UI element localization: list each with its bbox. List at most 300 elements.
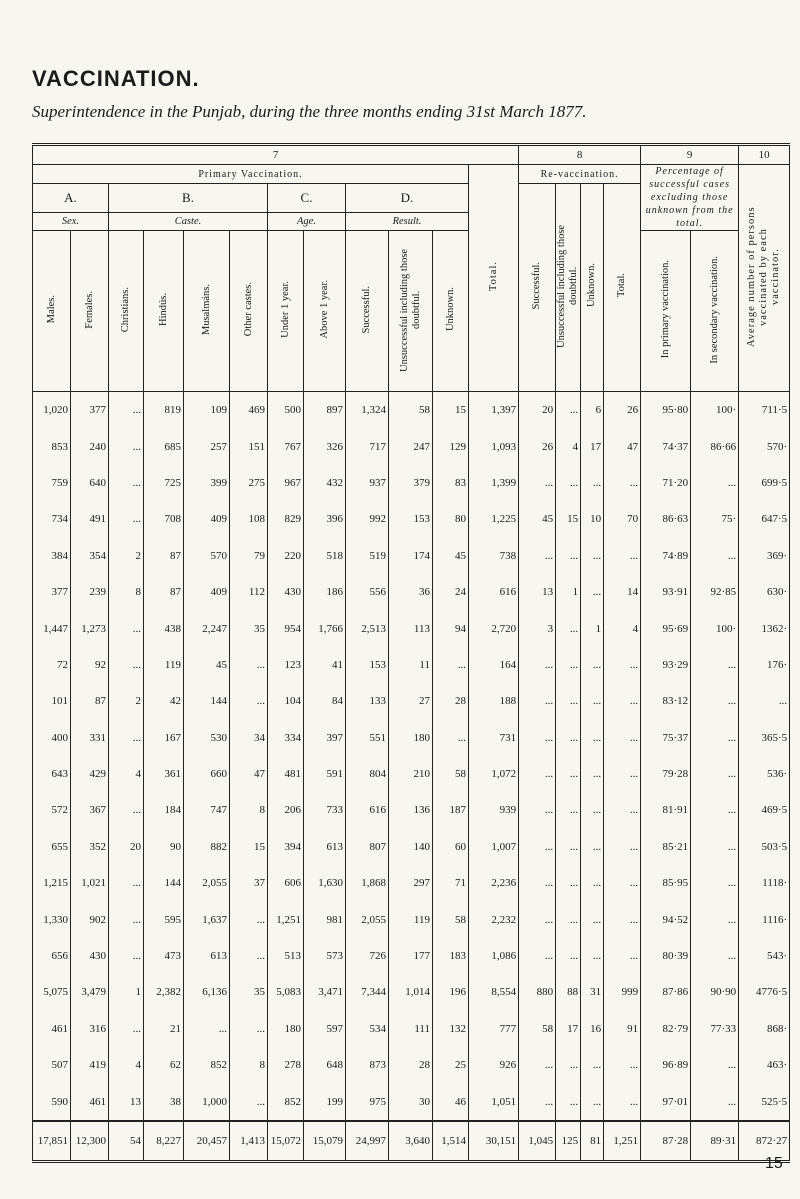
table-cell: 429 (71, 756, 109, 792)
section-c: C. (268, 184, 346, 213)
table-cell: 74·89 (641, 538, 691, 574)
table-cell: 199 (304, 1083, 346, 1120)
table-cell: 95·69 (641, 610, 691, 646)
section-b: B. (109, 184, 268, 213)
table-cell: 86·63 (641, 501, 691, 537)
table-cell: ... (604, 865, 641, 901)
table-cell: 87·28 (641, 1121, 691, 1162)
table-cell: 30,151 (469, 1121, 519, 1162)
table-cell: 17 (556, 1011, 581, 1047)
table-cell: ... (519, 538, 556, 574)
column-number-7: 7 (33, 145, 519, 165)
table-cell: 981 (304, 901, 346, 937)
table-cell: 5,075 (33, 974, 71, 1010)
table-cell: 21 (144, 1011, 184, 1047)
table-cell: 8,227 (144, 1121, 184, 1162)
table-cell: 726 (346, 938, 389, 974)
table-cell: 180 (268, 1011, 304, 1047)
table-cell: 90·90 (691, 974, 739, 1010)
table-cell: 88 (556, 974, 581, 1010)
table-cell: ... (691, 829, 739, 865)
table-cell: 481 (268, 756, 304, 792)
table-cell: 153 (389, 501, 433, 537)
table-cell: 1,007 (469, 829, 519, 865)
table-cell: ... (581, 756, 604, 792)
table-cell: 133 (346, 683, 389, 719)
table-cell: 819 (144, 392, 184, 429)
table-cell: 2,720 (469, 610, 519, 646)
header-other-castes: Other castes. (230, 231, 268, 392)
table-cell: ... (581, 1083, 604, 1120)
table-cell: 15 (433, 392, 469, 429)
table-cell: ... (109, 938, 144, 974)
table-cell: 71·20 (641, 465, 691, 501)
table-cell: 3 (519, 610, 556, 646)
table-cell: ... (519, 683, 556, 719)
table-cell: 31 (581, 974, 604, 1010)
table-cell: ... (519, 647, 556, 683)
table-cell: 530 (184, 720, 230, 756)
table-cell: 95·80 (641, 392, 691, 429)
table-cell: 534 (346, 1011, 389, 1047)
table-cell: ... (556, 1083, 581, 1120)
table-cell: 573 (304, 938, 346, 974)
group-primary-vaccination: Primary Vaccination. (33, 165, 469, 184)
table-row (33, 756, 790, 792)
table-cell: 606 (268, 865, 304, 901)
subhead-age: Age. (268, 213, 346, 231)
table-cell: ... (739, 683, 790, 719)
table-cell: 119 (389, 901, 433, 937)
table-cell: 92 (71, 647, 109, 683)
table-cell: 409 (184, 574, 230, 610)
table-cell: 397 (304, 720, 346, 756)
table-cell: 100· (691, 392, 739, 429)
table-cell: 109 (184, 392, 230, 429)
table-cell: 6,136 (184, 974, 230, 1010)
table-cell: 1,020 (33, 392, 71, 429)
table-cell: 12,300 (71, 1121, 109, 1162)
header-females: Females. (71, 231, 109, 392)
table-cell: 176· (739, 647, 790, 683)
table-cell: 54 (109, 1121, 144, 1162)
table-cell: 45 (519, 501, 556, 537)
table-cell: 196 (433, 974, 469, 1010)
table-cell: 1,215 (33, 865, 71, 901)
table-cell: ... (604, 647, 641, 683)
table-cell: 463· (739, 1047, 790, 1083)
table-cell: 8 (109, 574, 144, 610)
table-cell: ... (556, 792, 581, 828)
header-re-unsuccessful: Unsuccessful including those doubtful. (556, 184, 581, 392)
table-cell: 430 (71, 938, 109, 974)
table-cell: 25 (433, 1047, 469, 1083)
table-cell: ... (433, 720, 469, 756)
table-cell: 15,079 (304, 1121, 346, 1162)
table-cell: ... (604, 938, 641, 974)
table-cell: 240 (71, 428, 109, 464)
table-cell: 954 (268, 610, 304, 646)
table-cell: 597 (304, 1011, 346, 1047)
table-cell: 87 (71, 683, 109, 719)
table-cell: 2,236 (469, 865, 519, 901)
table-cell: 1,014 (389, 974, 433, 1010)
table-cell: 188 (469, 683, 519, 719)
table-row (33, 574, 790, 610)
table-cell: 82·79 (641, 1011, 691, 1047)
table-cell: ... (109, 501, 144, 537)
table-cell: 4 (109, 756, 144, 792)
table-cell: ... (519, 865, 556, 901)
header-re-unknown: Unknown. (581, 184, 604, 392)
table-cell: 153 (346, 647, 389, 683)
table-row (33, 428, 790, 464)
table-body (33, 392, 790, 1162)
table-cell: 140 (389, 829, 433, 865)
table-cell: 396 (304, 501, 346, 537)
vaccination-table-wrap (32, 143, 789, 1163)
table-cell: 1,324 (346, 392, 389, 429)
table-cell: ... (581, 574, 604, 610)
table-cell: 852 (184, 1047, 230, 1083)
table-cell: 3,471 (304, 974, 346, 1010)
table-row (33, 683, 790, 719)
table-cell: 91 (604, 1011, 641, 1047)
table-cell: 570· (739, 428, 790, 464)
table-cell: ... (691, 465, 739, 501)
table-cell: 15,072 (268, 1121, 304, 1162)
table-row (33, 1083, 790, 1120)
table-cell: 419 (71, 1047, 109, 1083)
table-cell: ... (556, 465, 581, 501)
table-cell: 93·29 (641, 647, 691, 683)
table-cell: 316 (71, 1011, 109, 1047)
table-cell: ... (691, 683, 739, 719)
table-cell: 79 (230, 538, 268, 574)
table-cell: 473 (144, 938, 184, 974)
table-cell: ... (433, 647, 469, 683)
header-males: Males. (33, 231, 71, 392)
table-cell: 123 (268, 647, 304, 683)
table-cell: 543· (739, 938, 790, 974)
table-cell: 939 (469, 792, 519, 828)
table-row (33, 465, 790, 501)
table-cell: 384 (33, 538, 71, 574)
table-cell: ... (581, 465, 604, 501)
section-a: A. (33, 184, 109, 213)
table-cell: 81·91 (641, 792, 691, 828)
table-cell: ... (691, 538, 739, 574)
table-cell: 3,640 (389, 1121, 433, 1162)
table-cell: 1,868 (346, 865, 389, 901)
column-number-9: 9 (641, 145, 739, 165)
table-cell: 1,330 (33, 901, 71, 937)
table-cell: 1362· (739, 610, 790, 646)
table-cell: 1,093 (469, 428, 519, 464)
table-cell: ... (604, 683, 641, 719)
table-cell: ... (581, 938, 604, 974)
table-cell: 11 (389, 647, 433, 683)
table-cell: 880 (519, 974, 556, 1010)
table-cell: 647·5 (739, 501, 790, 537)
table-cell: 1116· (739, 901, 790, 937)
table-cell: 278 (268, 1047, 304, 1083)
column-number-8: 8 (519, 145, 641, 165)
table-cell: 967 (268, 465, 304, 501)
table-cell: 717 (346, 428, 389, 464)
table-cell: 86·66 (691, 428, 739, 464)
table-cell: 591 (304, 756, 346, 792)
header-in-primary: In primary vaccination. (641, 231, 691, 392)
table-cell: 630· (739, 574, 790, 610)
subhead-sex: Sex. (33, 213, 109, 231)
table-cell: 711·5 (739, 392, 790, 429)
table-cell: ... (604, 720, 641, 756)
table-cell: 47 (604, 428, 641, 464)
table-cell: ... (556, 1047, 581, 1083)
section-d: D. (346, 184, 469, 213)
table-cell: ... (691, 756, 739, 792)
table-cell: 738 (469, 538, 519, 574)
table-cell: 1 (581, 610, 604, 646)
table-cell: ... (604, 1083, 641, 1120)
column-number-10: 10 (739, 145, 790, 165)
table-cell: ... (691, 792, 739, 828)
table-cell: 655 (33, 829, 71, 865)
table-cell: 975 (346, 1083, 389, 1120)
table-cell: 379 (389, 465, 433, 501)
table-row (33, 829, 790, 865)
table-cell: 556 (346, 574, 389, 610)
table-cell: ... (604, 792, 641, 828)
table-cell: 503·5 (739, 829, 790, 865)
table-cell: 206 (268, 792, 304, 828)
table-cell: ... (604, 829, 641, 865)
table-cell: ... (230, 938, 268, 974)
table-cell: ... (604, 756, 641, 792)
table-cell: 26 (519, 428, 556, 464)
table-cell: 1,637 (184, 901, 230, 937)
table-cell: 6 (581, 392, 604, 429)
header-musalmans: Musalmáns. (184, 231, 230, 392)
table-cell: 853 (33, 428, 71, 464)
table-cell: 20,457 (184, 1121, 230, 1162)
table-cell: 708 (144, 501, 184, 537)
table-cell: 108 (230, 501, 268, 537)
table-cell: 97·01 (641, 1083, 691, 1120)
subhead-caste: Caste. (109, 213, 268, 231)
table-cell: 136 (389, 792, 433, 828)
table-cell: ... (519, 1083, 556, 1120)
table-cell: 616 (469, 574, 519, 610)
table-cell: 613 (184, 938, 230, 974)
totals-row (33, 1121, 790, 1162)
table-cell: 47 (230, 756, 268, 792)
table-cell: 87 (144, 574, 184, 610)
table-cell: 111 (389, 1011, 433, 1047)
table-cell: 747 (184, 792, 230, 828)
table-cell: 220 (268, 538, 304, 574)
table-cell: 1118· (739, 865, 790, 901)
table-cell: 926 (469, 1047, 519, 1083)
header-above-1-year: Above 1 year. (304, 231, 346, 392)
table-cell: ... (184, 1011, 230, 1047)
table-cell: 572 (33, 792, 71, 828)
table-cell: 1,045 (519, 1121, 556, 1162)
table-row (33, 610, 790, 646)
table-cell: ... (581, 1047, 604, 1083)
table-cell: 1,051 (469, 1083, 519, 1120)
table-cell: 1,273 (71, 610, 109, 646)
table-cell: 83 (433, 465, 469, 501)
table-cell: 15 (556, 501, 581, 537)
table-cell: 92·85 (691, 574, 739, 610)
page-heading: VACCINATION. (32, 66, 200, 91)
table-cell: ... (109, 647, 144, 683)
table-cell: 20 (109, 829, 144, 865)
table-cell: 660 (184, 756, 230, 792)
table-cell: 361 (144, 756, 184, 792)
table-cell: ... (691, 938, 739, 974)
table-cell: 1 (556, 574, 581, 610)
header-hindus: Hindús. (144, 231, 184, 392)
table-cell: 24 (433, 574, 469, 610)
table-cell: ... (556, 938, 581, 974)
table-cell: 125 (556, 1121, 581, 1162)
table-cell: 96·89 (641, 1047, 691, 1083)
table-cell: 112 (230, 574, 268, 610)
table-cell: ... (556, 610, 581, 646)
table-cell: ... (691, 647, 739, 683)
group-percentage: Percentage of successful cases excluding those unknown from the total. (641, 165, 739, 231)
table-cell: 829 (268, 501, 304, 537)
table-cell: 132 (433, 1011, 469, 1047)
table-cell: 897 (304, 392, 346, 429)
table-cell: ... (519, 938, 556, 974)
table-cell: 999 (604, 974, 641, 1010)
table-cell: 174 (389, 538, 433, 574)
table-cell: ... (691, 865, 739, 901)
table-cell: 377 (71, 392, 109, 429)
table-cell: ... (519, 792, 556, 828)
table-cell: 297 (389, 865, 433, 901)
table-cell: ... (556, 683, 581, 719)
table-cell: ... (581, 647, 604, 683)
table-cell: 167 (144, 720, 184, 756)
table-cell: 101 (33, 683, 71, 719)
table-cell: 72 (33, 647, 71, 683)
header-unsuccessful: Unsuccessful including those doubtful. (389, 231, 433, 392)
table-cell: 536· (739, 756, 790, 792)
table-cell: 1 (109, 974, 144, 1010)
table-cell: 4 (109, 1047, 144, 1083)
table-row (33, 392, 790, 429)
table-cell: 70 (604, 501, 641, 537)
table-cell: ... (691, 901, 739, 937)
table-cell: 26 (604, 392, 641, 429)
table-cell: 2 (109, 683, 144, 719)
table-cell: 1,086 (469, 938, 519, 974)
table-cell: 7,344 (346, 974, 389, 1010)
table-cell: 46 (433, 1083, 469, 1120)
table-cell: 183 (433, 938, 469, 974)
table-cell: 36 (389, 574, 433, 610)
table-cell: 85·95 (641, 865, 691, 901)
subhead-result: Result. (346, 213, 469, 231)
header-total: Total. (469, 165, 519, 392)
table-cell: 1,399 (469, 465, 519, 501)
table-cell: 180 (389, 720, 433, 756)
table-cell: 20 (519, 392, 556, 429)
table-cell: 1,021 (71, 865, 109, 901)
table-cell: 210 (389, 756, 433, 792)
table-cell: ... (604, 465, 641, 501)
table-cell: 58 (433, 901, 469, 937)
table-cell: 643 (33, 756, 71, 792)
table-cell: ... (230, 647, 268, 683)
table-cell: 58 (389, 392, 433, 429)
table-cell: 144 (184, 683, 230, 719)
table-cell: 394 (268, 829, 304, 865)
table-cell: 1,413 (230, 1121, 268, 1162)
table-cell: 377 (33, 574, 71, 610)
table-cell: ... (604, 538, 641, 574)
table-cell: 2,513 (346, 610, 389, 646)
table-cell: 3,479 (71, 974, 109, 1010)
header-in-secondary: In secondary vaccination. (691, 231, 739, 392)
table-cell: 28 (389, 1047, 433, 1083)
table-cell: ... (230, 901, 268, 937)
table-cell: 10 (581, 501, 604, 537)
table-cell: 35 (230, 610, 268, 646)
table-cell: 13 (519, 574, 556, 610)
table-cell: ... (109, 720, 144, 756)
table-cell: 731 (469, 720, 519, 756)
table-cell: ... (519, 465, 556, 501)
table-cell: 8 (230, 792, 268, 828)
table-cell: 186 (304, 574, 346, 610)
table-cell: 804 (346, 756, 389, 792)
table-cell: 2,232 (469, 901, 519, 937)
table-cell: 399 (184, 465, 230, 501)
table-cell: 45 (184, 647, 230, 683)
table-cell: 87·86 (641, 974, 691, 1010)
table-cell: 8 (230, 1047, 268, 1083)
table-cell: 352 (71, 829, 109, 865)
table-cell: 2,247 (184, 610, 230, 646)
table-cell: 699·5 (739, 465, 790, 501)
table-cell: 247 (389, 428, 433, 464)
table-row (33, 720, 790, 756)
table-cell: 882 (184, 829, 230, 865)
table-cell: 275 (230, 465, 268, 501)
table-cell: 469·5 (739, 792, 790, 828)
table-cell: 177 (389, 938, 433, 974)
table-cell: 590 (33, 1083, 71, 1120)
table-cell: ... (230, 1011, 268, 1047)
table-cell: 685 (144, 428, 184, 464)
header-christians: Christians. (109, 231, 144, 392)
table-cell: 113 (389, 610, 433, 646)
table-cell: 129 (433, 428, 469, 464)
table-cell: ... (519, 720, 556, 756)
table-cell: 1,447 (33, 610, 71, 646)
table-cell: 656 (33, 938, 71, 974)
table-cell: 513 (268, 938, 304, 974)
table-cell: ... (581, 829, 604, 865)
table-cell: ... (556, 865, 581, 901)
table-cell: 852 (268, 1083, 304, 1120)
